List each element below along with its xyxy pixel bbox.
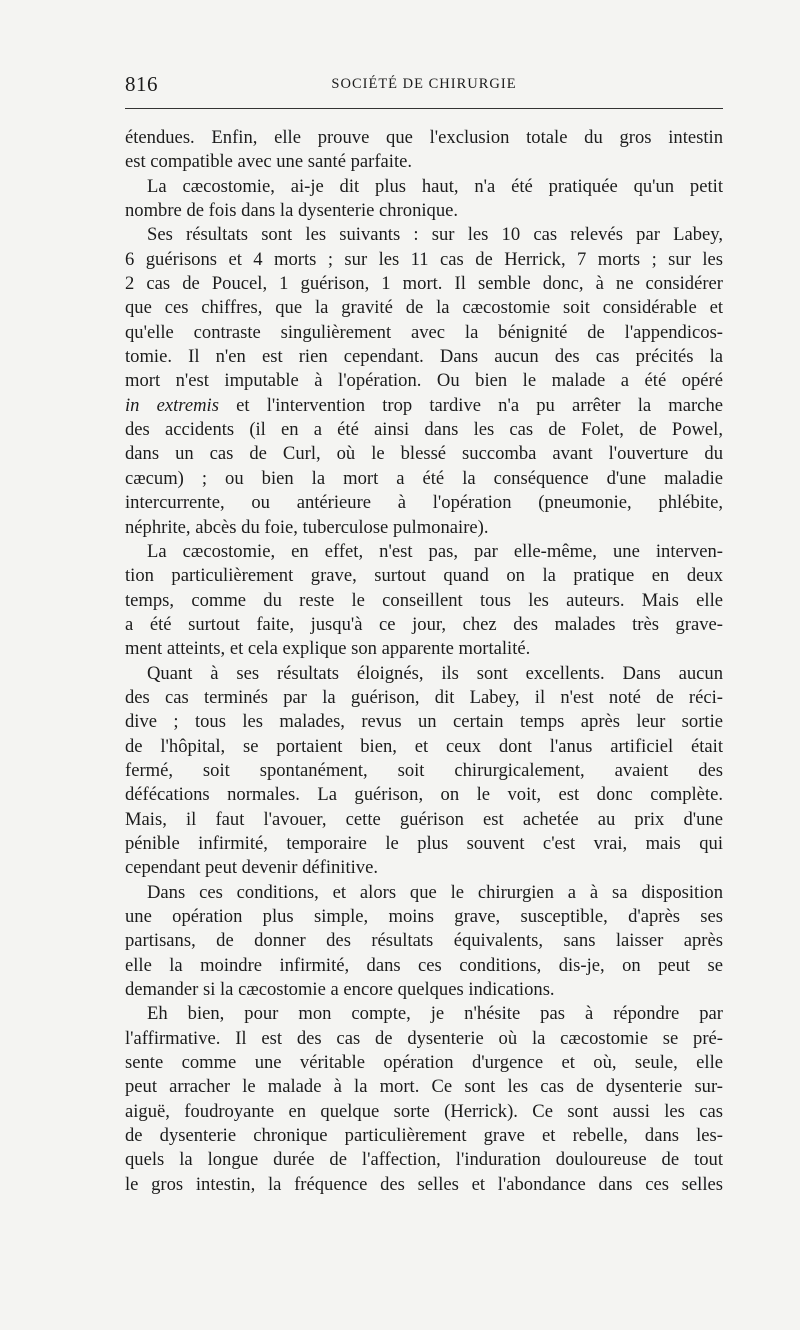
text-line: qu'elle contraste singulièrement avec la bénignité de l'appendicos- xyxy=(125,321,723,343)
running-title: SOCIÉTÉ DE CHIRURGIE xyxy=(331,76,517,92)
text-line: Dans ces conditions, et alors que le chirurgien a à sa disposition xyxy=(147,881,723,903)
text-line: cependant peut devenir définitive. xyxy=(125,857,378,879)
text-line: que ces chiffres, que la gravité de la cæcostomie soit considérable et xyxy=(125,297,723,319)
text-line: de dysenterie chronique particulièrement grave et rebelle, dans les- xyxy=(125,1125,723,1147)
body-text xyxy=(125,126,723,1197)
text-line: défécations normales. La guérison, on le voit, est donc complète. xyxy=(125,784,723,806)
text-line: de l'hôpital, se portaient bien, et ceux dont l'anus artificiel était xyxy=(125,735,723,757)
text-line: des cas terminés par la guérison, dit Labey, il n'est noté de réci- xyxy=(125,686,723,708)
text-line: dans un cas de Curl, où le blessé succomba avant l'ouverture du xyxy=(125,443,723,465)
text-line: Ses résultats sont les suivants : sur les 10 cas relevés par Labey, xyxy=(147,224,723,246)
text-line: mort n'est imputable à l'opération. Ou bien le malade a été opéré xyxy=(125,370,723,392)
text-line: une opération plus simple, moins grave, susceptible, d'après ses xyxy=(125,906,723,927)
text-line: temps, comme du reste le conseillent tous les auteurs. Mais elle xyxy=(125,589,723,611)
italic-phrase: in extremis xyxy=(125,394,219,416)
text-line: nombre de fois dans la dysenterie chronique. xyxy=(125,200,459,222)
text-line: dive ; tous les malades, revus un certain temps après leur sortie xyxy=(125,711,723,733)
header-rule xyxy=(125,108,723,109)
text-line: aiguë, foudroyante en quelque sorte (Herrick). Ce sont aussi les cas xyxy=(125,1100,723,1122)
text-line: La cæcostomie, en effet, n'est pas, par elle-même, une interven- xyxy=(147,540,723,562)
text-line: tion particulièrement grave, surtout quand on la pratique en deux xyxy=(125,565,723,587)
text-line: Quant à ses résultats éloignés, ils sont excellents. Dans aucun xyxy=(147,662,723,684)
text-line: tomie. Il n'en est rien cependant. Dans aucun des cas précités la xyxy=(125,346,723,368)
text-line: 2 cas de Poucel, 1 guérison, 1 mort. Il semble donc, à ne considérer xyxy=(125,273,723,295)
text-line: Eh bien, pour mon compte, je n'hésite pas à répondre par xyxy=(147,1003,723,1025)
text-line: La cæcostomie, ai-je dit plus haut, n'a été pratiquée qu'un petit xyxy=(147,175,723,197)
text-line xyxy=(125,394,723,418)
text-line: le gros intestin, la fréquence des selles et l'abondance dans ces selles xyxy=(125,1173,723,1195)
text-line: l'affirmative. Il est des cas de dysenterie où la cæcostomie se pré- xyxy=(125,1027,723,1049)
text-line: quels la longue durée de l'affection, l'induration douloureuse de tout xyxy=(125,1149,723,1171)
running-head xyxy=(125,70,723,98)
text-line: étendues. Enfin, elle prouve que l'exclusion totale du gros intestin xyxy=(125,127,723,148)
text-line: cæcum) ; ou bien la mort a été la conséquence d'une maladie xyxy=(125,467,723,489)
text-line: elle la moindre infirmité, dans ces conditions, dis-je, on peut se xyxy=(125,954,723,976)
text-line: partisans, de donner des résultats équivalents, sans laisser après xyxy=(125,930,723,952)
text-line: demander si la cæcostomie a encore quelques indications. xyxy=(125,979,555,1001)
text-line: sente comme une véritable opération d'urgence et où, seule, elle xyxy=(125,1052,723,1074)
text-line: fermé, soit spontanément, soit chirurgicalement, avaient des xyxy=(125,759,723,781)
text-line: Mais, il faut l'avouer, cette guérison est achetée au prix d'une xyxy=(125,808,723,830)
text-line: néphrite, abcès du foie, tuberculose pulmonaire). xyxy=(125,516,489,538)
text-line: a été surtout faite, jusqu'à ce jour, chez des malades très grave- xyxy=(125,613,723,635)
text-line: peut arracher le malade à la mort. Ce sont les cas de dysenterie sur- xyxy=(125,1076,723,1098)
text-line: intercurrente, ou antérieure à l'opération (pneumonie, phlébite, xyxy=(125,492,723,514)
text-line: ment atteints, et cela explique son apparente mortalité. xyxy=(125,638,531,660)
text-line-rest: et l'intervention trop tardive n'a pu arrêter la marche xyxy=(236,394,723,416)
text-line: pénible infirmité, temporaire le plus souvent c'est vrai, mais qui xyxy=(125,832,723,854)
page-number: 816 xyxy=(125,72,158,96)
text-line: est compatible avec une santé parfaite. xyxy=(125,151,413,173)
text-line: des accidents (il en a été ainsi dans les cas de Folet, de Powel, xyxy=(125,419,723,441)
text-line: 6 guérisons et 4 morts ; sur les 11 cas de Herrick, 7 morts ; sur les xyxy=(125,248,723,270)
